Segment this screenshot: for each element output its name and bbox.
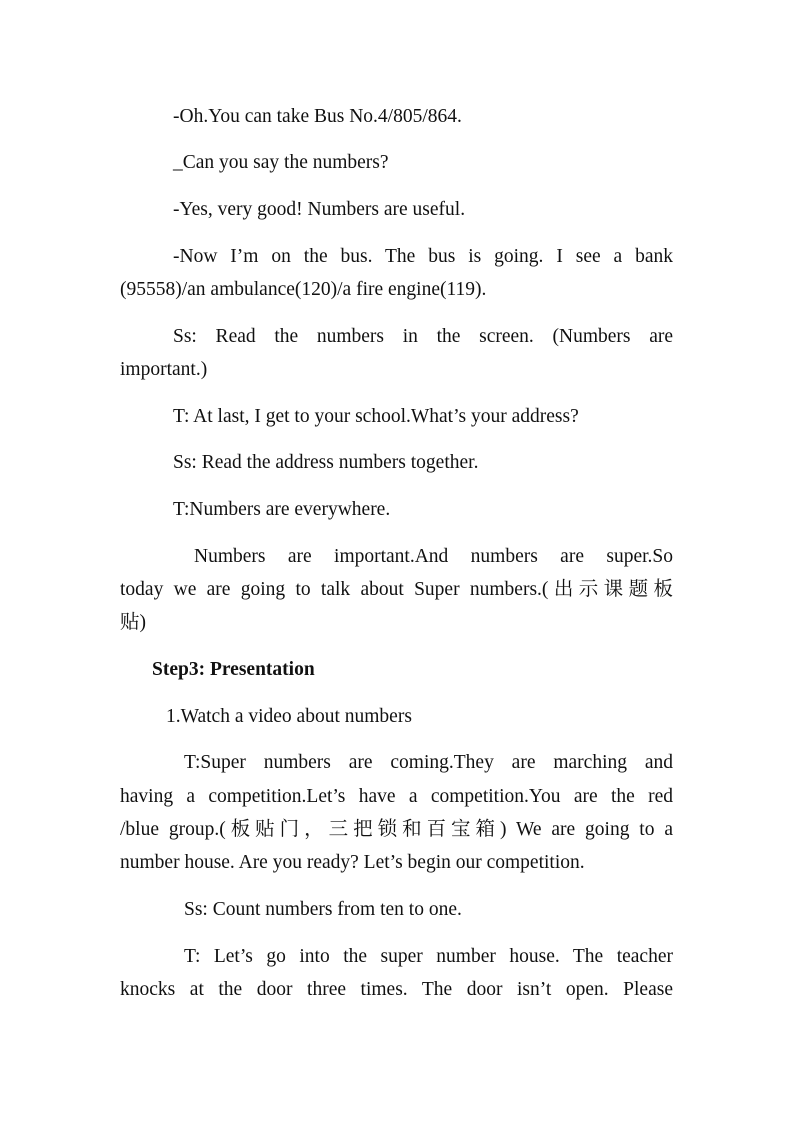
text-line: -Oh.You can take Bus No.4/805/864. — [173, 106, 462, 127]
text-line: Numbers are important.And numbers are super.So — [194, 546, 673, 567]
text-line: knocks at the door three times. The door isn’t open. Please — [120, 979, 673, 1000]
text-line: Ss: Read the address numbers together. — [173, 452, 479, 473]
text-line: T:Super numbers are coming.They are marching and — [184, 752, 673, 773]
text-line: (95558)/an ambulance(120)/a fire engine(119). — [120, 279, 487, 300]
text-line: -Now I’m on the bus. The bus is going. I see a bank — [173, 246, 673, 267]
text-line: -Yes, very good! Numbers are useful. — [173, 199, 466, 220]
text-line: 贴) — [120, 612, 146, 633]
text-line: 1.Watch a video about numbers — [166, 706, 412, 727]
text-line: /blue group.(板贴门，三把锁和百宝箱) We are going to a — [120, 819, 673, 840]
text-line: number house. Are you ready? Let’s begin our competition. — [120, 852, 585, 873]
text-line: T: Let’s go into the super number house. The teacher — [184, 946, 673, 967]
text-line: Ss: Read the numbers in the screen. (Numbers are — [173, 326, 673, 347]
text-line: T:Numbers are everywhere. — [173, 499, 391, 520]
text-line: _Can you say the numbers? — [173, 152, 389, 173]
text-line: Ss: Count numbers from ten to one. — [184, 899, 462, 920]
text-line: T: At last, I get to your school.What’s your address? — [173, 406, 579, 427]
text-line: important.) — [120, 359, 208, 380]
text-line: having a competition.Let’s have a competition.You are the red — [120, 786, 673, 807]
section-heading: Step3: Presentation — [152, 659, 315, 680]
text-line: today we are going to talk about Super numbers.(出示课题板 — [120, 579, 673, 600]
